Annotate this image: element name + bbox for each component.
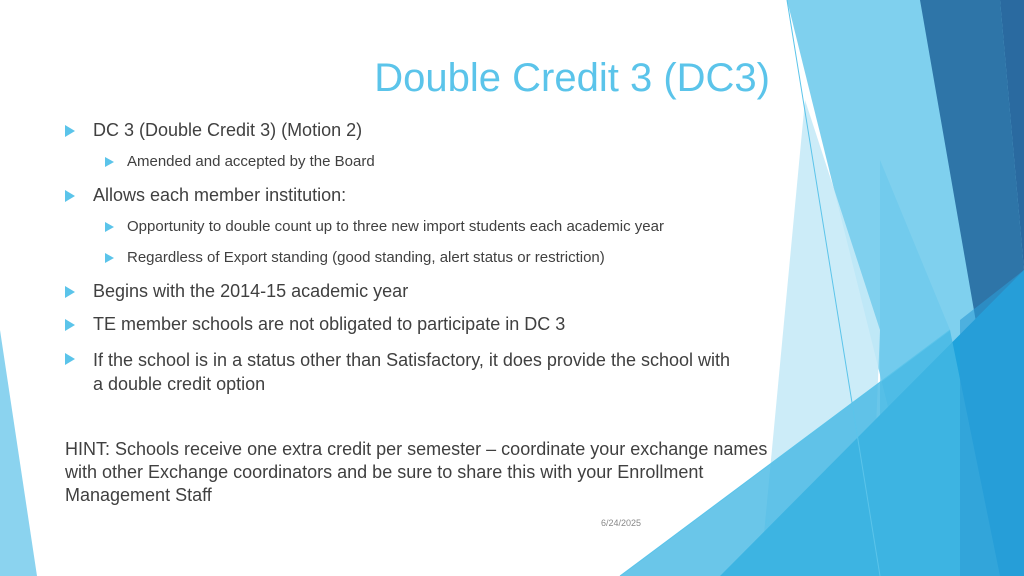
- hint-text: HINT: Schools receive one extra credit per semester – coordinate your exchange names with other Exchange coordinators and be sure to share this with your Enrollment Management Staff: [65, 439, 768, 505]
- sub-bullet-item: Opportunity to double count up to three new import students each academic year: [127, 218, 664, 235]
- footer-date: 6/24/2025: [601, 518, 642, 528]
- bullet-item: Begins with the 2014-15 academic year: [93, 281, 409, 301]
- slide-title: Double Credit 3 (DC3): [374, 56, 770, 100]
- bullet-item: Allows each member institution:: [93, 185, 347, 205]
- bullet-item: If the school is in a status other than Satisfactory, it does provide the school with a double credit option: [93, 350, 731, 394]
- bullet-arrow-icon: [105, 253, 114, 263]
- bullet-arrow-icon: [65, 319, 75, 331]
- bullet-arrow-icon: [65, 286, 75, 298]
- bullet-arrow-icon: [65, 190, 75, 202]
- bullet-item: DC 3 (Double Credit 3) (Motion 2): [93, 120, 363, 140]
- bullet-arrow-icon: [65, 125, 75, 137]
- bullet-arrow-icon: [65, 353, 75, 365]
- page-number: 9: [765, 518, 771, 528]
- bullet-arrow-icon: [105, 222, 114, 232]
- bullet-arrow-icon: [105, 157, 114, 167]
- sub-bullet-item: Amended and accepted by the Board: [127, 153, 375, 170]
- sub-bullet-item: Regardless of Export standing (good standing, alert status or restriction): [127, 249, 605, 266]
- bullet-item: TE member schools are not obligated to participate in DC 3: [93, 314, 566, 334]
